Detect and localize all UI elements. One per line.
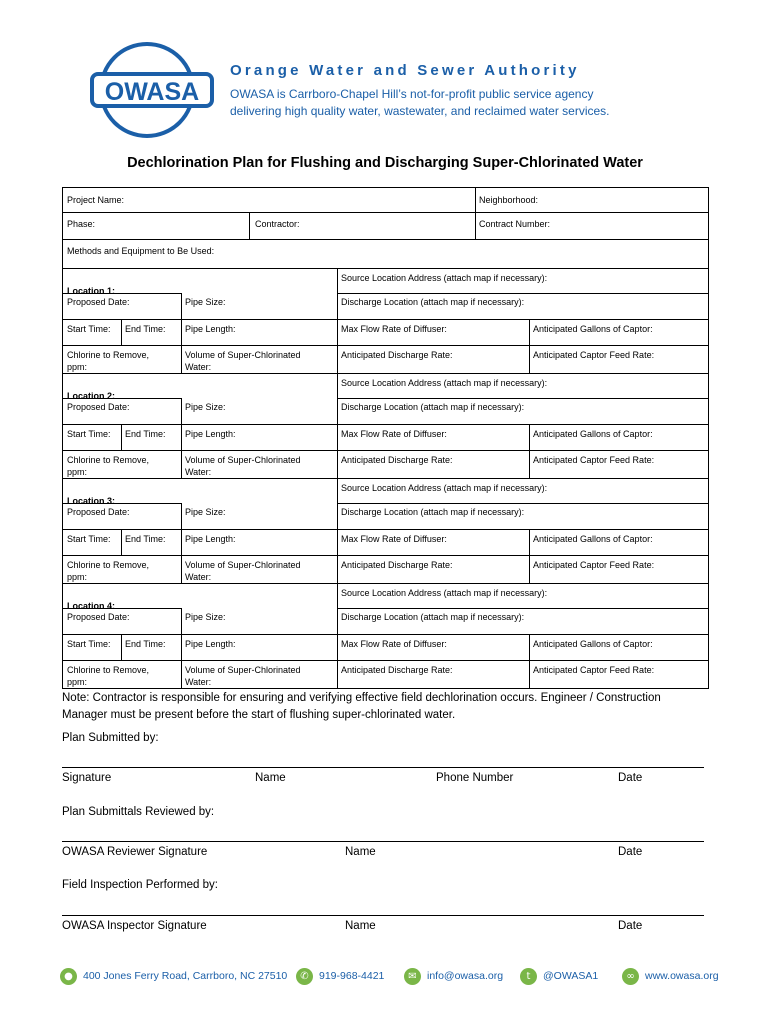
neighborhood-field[interactable]: Neighborhood: (479, 195, 539, 205)
location-1-start-time[interactable]: Start Time: (67, 324, 111, 334)
location-2-chlorine-ppm: ppm: (67, 467, 88, 477)
phone-number-label: Phone Number (436, 772, 514, 784)
location-2-discharge-location[interactable]: Discharge Location (attach map if necessary): (341, 402, 525, 412)
inspector-date-label: Date (618, 920, 643, 932)
location-1-discharge-rate[interactable]: Anticipated Discharge Rate: (341, 350, 453, 360)
reviewer-date-label: Date (618, 846, 643, 858)
project-name-field[interactable]: Project Name: (67, 195, 125, 205)
footer-email[interactable]: ✉ info@owasa.org (404, 966, 503, 986)
email-icon: ✉ (404, 968, 421, 985)
org-name: Orange Water and Sewer Authority (230, 62, 580, 79)
plan-form (62, 187, 709, 689)
note-line-1: Note: Contractor is responsible for ensuring and verifying effective field dechlorination occurs. Engineer / Construction (62, 692, 661, 704)
footer-address: ● 400 Jones Ferry Road, Carrboro, NC 27510 (60, 966, 287, 986)
methods-field[interactable]: Methods and Equipment to Be Used: (67, 246, 215, 256)
location-2-pipe-length[interactable]: Pipe Length: (185, 429, 236, 439)
footer-website[interactable]: ∞ www.owasa.org (622, 966, 719, 986)
logo-text: OWASA (104, 78, 200, 106)
location-1-volume-super-chlorinated[interactable]: Volume of Super-Chlorinated (185, 350, 301, 360)
location-4-discharge-location[interactable]: Discharge Location (attach map if necessary): (341, 612, 525, 622)
location-2-gallons-captor[interactable]: Anticipated Gallons of Captor: (533, 429, 653, 439)
location-1-end-time[interactable]: End Time: (125, 324, 166, 334)
org-desc-line-1: OWASA is Carrboro-Chapel Hill’s not-for-profit public service agency (230, 87, 594, 101)
plan-submitted-heading: Plan Submitted by: (62, 732, 159, 744)
location-3-volume-super-chlorinated[interactable]: Volume of Super-Chlorinated (185, 560, 301, 570)
location-2-discharge-rate[interactable]: Anticipated Discharge Rate: (341, 455, 453, 465)
location-pin-icon: ● (60, 968, 77, 985)
twitter-icon: t (520, 968, 537, 985)
org-description (230, 86, 610, 120)
name-label: Name (255, 772, 286, 784)
phone-icon: ✆ (296, 968, 313, 985)
location-1-pipe-length[interactable]: Pipe Length: (185, 324, 236, 334)
location-1-chlorine-to-remove[interactable]: Chlorine to Remove, (67, 350, 150, 360)
location-3-source-address[interactable]: Source Location Address (attach map if necessary): (341, 483, 548, 493)
location-4-end-time[interactable]: End Time: (125, 639, 166, 649)
location-4-volume-super-chlorinated[interactable]: Volume of Super-Chlorinated (185, 665, 301, 675)
location-3-pipe-size[interactable]: Pipe Size: (185, 507, 226, 517)
field-inspection-heading: Field Inspection Performed by: (62, 879, 218, 891)
location-2-chlorine-to-remove[interactable]: Chlorine to Remove, (67, 455, 150, 465)
phase-field[interactable]: Phase: (67, 219, 96, 229)
location-4-captor-feed-rate[interactable]: Anticipated Captor Feed Rate: (533, 665, 655, 675)
link-icon: ∞ (622, 968, 639, 985)
location-3-chlorine-to-remove[interactable]: Chlorine to Remove, (67, 560, 150, 570)
location-4-pipe-length[interactable]: Pipe Length: (185, 639, 236, 649)
location-2-label: Location 2: (67, 391, 116, 401)
org-desc-line-2: delivering high quality water, wastewater, and reclaimed water services. (230, 104, 610, 118)
submitted-signature-line[interactable] (62, 767, 704, 768)
location-2-volume-water: Water: (185, 467, 212, 477)
location-1-chlorine-ppm: ppm: (67, 362, 88, 372)
location-4-volume-water: Water: (185, 677, 212, 687)
location-3-proposed-date[interactable]: Proposed Date: (67, 507, 130, 517)
location-2-pipe-size[interactable]: Pipe Size: (185, 402, 226, 412)
location-1-proposed-date[interactable]: Proposed Date: (67, 297, 130, 307)
inspector-name-label: Name (345, 920, 376, 932)
signature-label: Signature (62, 772, 112, 784)
location-4-proposed-date[interactable]: Proposed Date: (67, 612, 130, 622)
header (90, 40, 730, 140)
location-3-discharge-rate[interactable]: Anticipated Discharge Rate: (341, 560, 453, 570)
location-2-volume-super-chlorinated[interactable]: Volume of Super-Chlorinated (185, 455, 301, 465)
location-2-end-time[interactable]: End Time: (125, 429, 166, 439)
location-3-pipe-length[interactable]: Pipe Length: (185, 534, 236, 544)
location-3-volume-water: Water: (185, 572, 212, 582)
location-4-label: Location 4: (67, 601, 116, 611)
contractor-note (62, 690, 712, 724)
location-1-captor-feed-rate[interactable]: Anticipated Captor Feed Rate: (533, 350, 655, 360)
location-1-pipe-size[interactable]: Pipe Size: (185, 297, 226, 307)
reviewer-signature-label: OWASA Reviewer Signature (62, 846, 208, 858)
reviewer-name-label: Name (345, 846, 376, 858)
plan-reviewed-heading: Plan Submittals Reviewed by: (62, 806, 215, 818)
location-1-discharge-location[interactable]: Discharge Location (attach map if necessary): (341, 297, 525, 307)
location-2-start-time[interactable]: Start Time: (67, 429, 111, 439)
location-1-source-address[interactable]: Source Location Address (attach map if necessary): (341, 273, 548, 283)
location-2-source-address[interactable]: Source Location Address (attach map if necessary): (341, 378, 548, 388)
note-line-2: Manager must be present before the start of flushing super-chlorinated water. (62, 709, 456, 721)
date-label: Date (618, 772, 643, 784)
location-3-chlorine-ppm: ppm: (67, 572, 88, 582)
location-4-discharge-rate[interactable]: Anticipated Discharge Rate: (341, 665, 453, 675)
location-1-label: Location 1: (67, 286, 116, 296)
footer-twitter[interactable]: t @OWASA1 (520, 966, 598, 986)
document-title: Dechlorination Plan for Flushing and Discharging Super-Chlorinated Water (127, 155, 643, 171)
location-4-max-flow-rate[interactable]: Max Flow Rate of Diffuser: (341, 639, 447, 649)
contractor-field[interactable]: Contractor: (255, 219, 300, 229)
location-2-max-flow-rate[interactable]: Max Flow Rate of Diffuser: (341, 429, 447, 439)
location-3-captor-feed-rate[interactable]: Anticipated Captor Feed Rate: (533, 560, 655, 570)
location-1-gallons-captor[interactable]: Anticipated Gallons of Captor: (533, 324, 653, 334)
location-2-captor-feed-rate[interactable]: Anticipated Captor Feed Rate: (533, 455, 655, 465)
location-1-volume-water: Water: (185, 362, 212, 372)
location-3-discharge-location[interactable]: Discharge Location (attach map if necessary): (341, 507, 525, 517)
owasa-logo (90, 40, 218, 140)
inspector-signature-line[interactable] (62, 915, 704, 916)
location-3-start-time[interactable]: Start Time: (67, 534, 111, 544)
location-4-pipe-size[interactable]: Pipe Size: (185, 612, 226, 622)
inspector-signature-label: OWASA Inspector Signature (62, 920, 207, 932)
location-3-max-flow-rate[interactable]: Max Flow Rate of Diffuser: (341, 534, 447, 544)
location-3-gallons-captor[interactable]: Anticipated Gallons of Captor: (533, 534, 653, 544)
location-3-label: Location 3: (67, 496, 116, 506)
reviewer-signature-line[interactable] (62, 841, 704, 842)
location-4-gallons-captor[interactable]: Anticipated Gallons of Captor: (533, 639, 653, 649)
location-4-chlorine-to-remove[interactable]: Chlorine to Remove, (67, 665, 150, 675)
footer-phone[interactable]: ✆ 919-968-4421 (296, 966, 384, 986)
location-4-start-time[interactable]: Start Time: (67, 639, 111, 649)
location-4-chlorine-ppm: ppm: (67, 677, 88, 687)
location-3-end-time[interactable]: End Time: (125, 534, 166, 544)
contract-number-field[interactable]: Contract Number: (479, 219, 551, 229)
location-2-proposed-date[interactable]: Proposed Date: (67, 402, 130, 412)
location-4-source-address[interactable]: Source Location Address (attach map if necessary): (341, 588, 548, 598)
location-1-max-flow-rate[interactable]: Max Flow Rate of Diffuser: (341, 324, 447, 334)
footer (60, 966, 720, 986)
